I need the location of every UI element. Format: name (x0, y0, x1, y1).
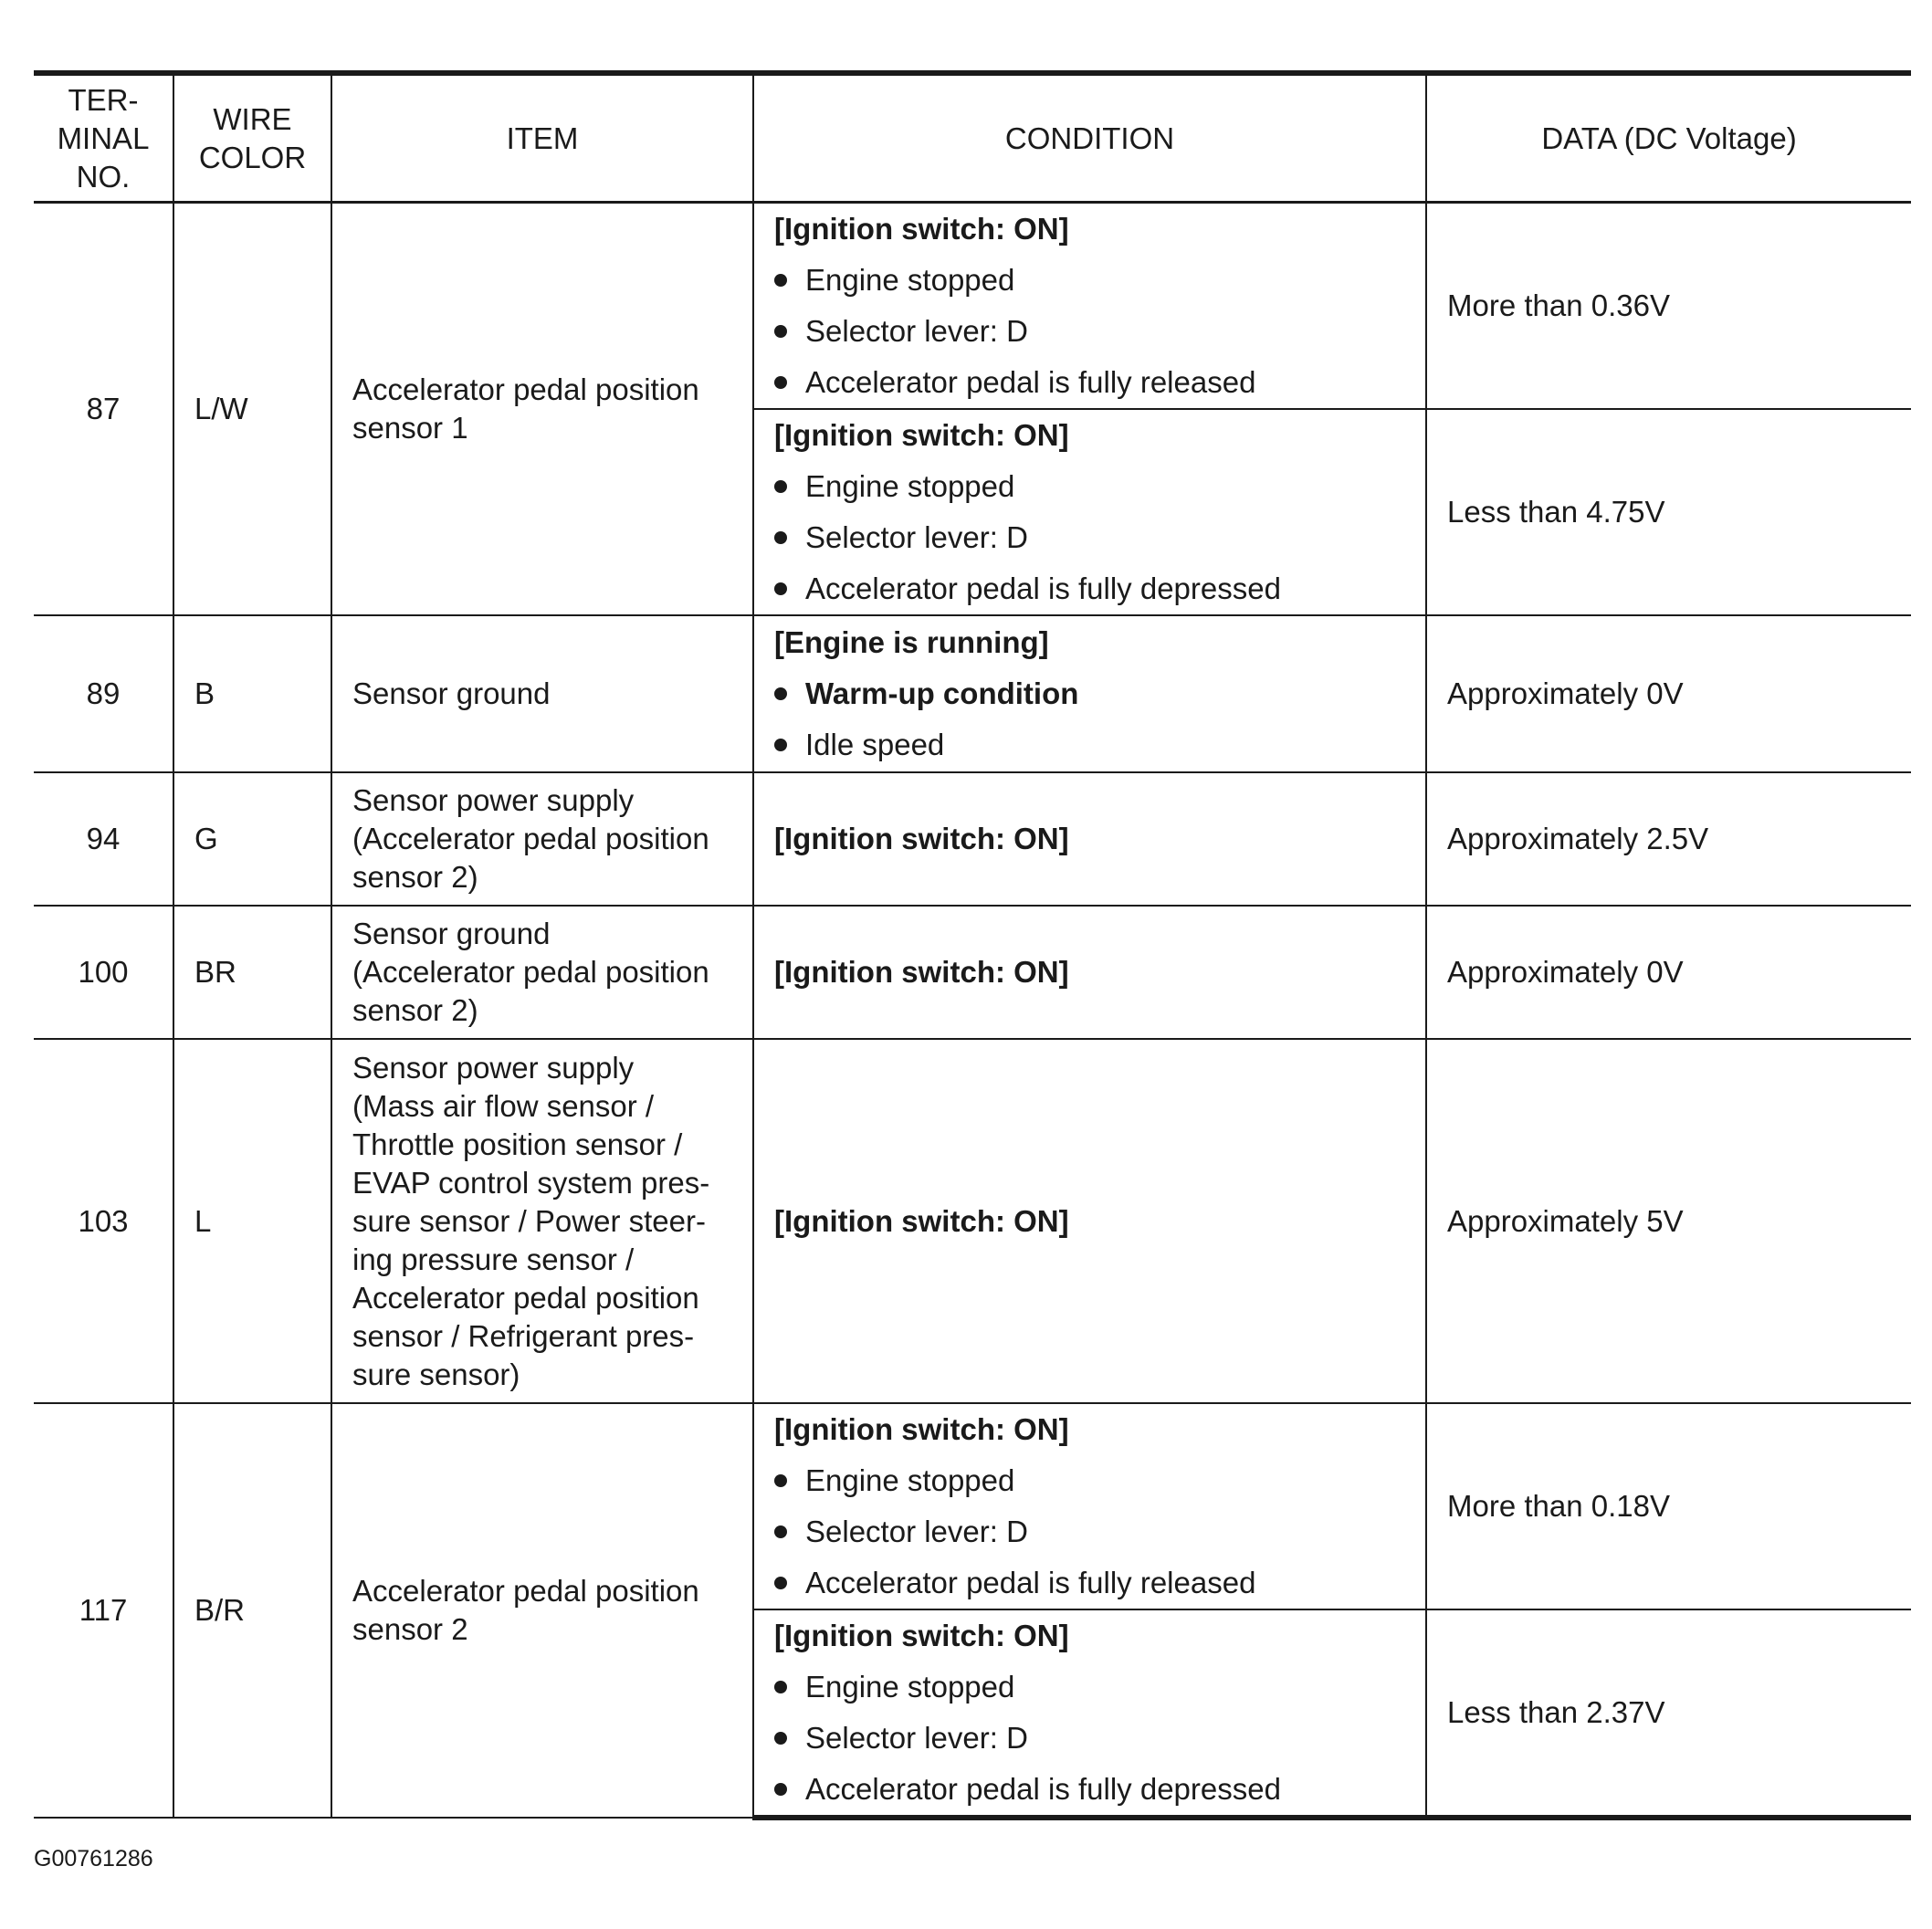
condition-bullet-item (774, 306, 1416, 357)
bullet-icon (774, 1783, 787, 1796)
condition-bullet-item (774, 1557, 1416, 1609)
condition-bullet-text: Accelerator pedal is fully released (805, 1566, 1256, 1599)
condition-bullet-item (774, 255, 1416, 306)
condition-heading: [Ignition switch: ON] (774, 212, 1069, 246)
item-line: sensor 2) (352, 993, 478, 1027)
data-voltage: Less than 4.75V (1426, 409, 1911, 615)
bullet-icon (774, 274, 787, 287)
condition-bullet-text: Engine stopped (805, 1463, 1015, 1497)
condition-bullet-text: Warm-up condition (805, 676, 1079, 710)
item-line: (Accelerator pedal position (352, 955, 709, 989)
data-voltage: Approximately 5V (1426, 1039, 1911, 1403)
condition-heading: [Ignition switch: ON] (774, 955, 1069, 989)
item-line: Sensor power supply (352, 1050, 635, 1085)
item-description (331, 1403, 753, 1818)
bullet-icon (774, 325, 787, 338)
wire-color: L/W (173, 203, 331, 616)
condition-bullet-item (774, 512, 1416, 563)
item-description (331, 906, 753, 1039)
item-line: Sensor power supply (352, 783, 635, 817)
data-voltage: More than 0.18V (1426, 1403, 1911, 1609)
condition-bullet-text: Engine stopped (805, 1670, 1015, 1704)
condition-bullet-text: Accelerator pedal is fully depressed (805, 571, 1281, 605)
terminal-number: 87 (34, 203, 173, 616)
terminal-number: 94 (34, 772, 173, 906)
header-item: ITEM (331, 73, 753, 203)
condition-heading: [Ignition switch: ON] (774, 1203, 1069, 1238)
item-line: Accelerator pedal position (352, 1574, 699, 1608)
item-line: sure sensor) (352, 1357, 520, 1391)
condition-heading: [Ignition switch: ON] (774, 1412, 1069, 1446)
table-row (34, 615, 1911, 772)
terminal-number: 103 (34, 1039, 173, 1403)
wire-color: BR (173, 906, 331, 1039)
wire-color: B/R (173, 1403, 331, 1818)
condition-bullet-item (774, 1455, 1416, 1506)
data-voltage: Less than 2.37V (1426, 1609, 1911, 1818)
wire-color: L (173, 1039, 331, 1403)
data-voltage: More than 0.36V (1426, 203, 1911, 410)
bullet-icon (774, 480, 787, 493)
condition-bullet-text: Selector lever: D (805, 520, 1028, 554)
terminal-number: 89 (34, 615, 173, 772)
bullet-icon (774, 1732, 787, 1745)
terminal-data-table-wrapper (34, 70, 1911, 1820)
condition-bullet-text: Idle speed (805, 728, 945, 761)
item-line: (Mass air flow sensor / (352, 1088, 655, 1123)
condition-heading: [Ignition switch: ON] (774, 418, 1069, 452)
item-line: Accelerator pedal position (352, 1280, 699, 1315)
header-terminal-no: TER- MINAL NO. (34, 73, 173, 203)
condition-heading: [Ignition switch: ON] (774, 1619, 1069, 1652)
wire-color: G (173, 772, 331, 906)
condition-cell (753, 772, 1426, 906)
condition-cell (753, 1039, 1426, 1403)
table-row (34, 1403, 1911, 1609)
condition-bullet-item (774, 1713, 1416, 1764)
item-description (331, 203, 753, 616)
terminal-number: 117 (34, 1403, 173, 1818)
bullet-icon (774, 739, 787, 751)
item-description (331, 772, 753, 906)
item-line: sensor 2 (352, 1612, 468, 1646)
condition-bullet-item (774, 563, 1416, 614)
terminal-data-table (34, 70, 1911, 1820)
data-voltage: Approximately 0V (1426, 906, 1911, 1039)
condition-cell (753, 203, 1426, 410)
condition-bullet-item (774, 668, 1416, 719)
item-line: ing pressure sensor / (352, 1242, 635, 1276)
table-row (34, 203, 1911, 410)
condition-bullet-text: Accelerator pedal is fully released (805, 365, 1256, 399)
condition-bullet-item (774, 1764, 1416, 1815)
condition-bullet-text: Engine stopped (805, 263, 1015, 297)
bullet-icon (774, 376, 787, 389)
item-line: sure sensor / Power steer- (352, 1203, 706, 1238)
wire-color: B (173, 615, 331, 772)
header-data: DATA (DC Voltage) (1426, 73, 1911, 203)
item-line: Throttle position sensor / (352, 1127, 683, 1161)
condition-bullet-text: Selector lever: D (805, 314, 1028, 348)
item-line: sensor / Refrigerant pres- (352, 1318, 695, 1353)
bullet-icon (774, 687, 787, 700)
header-row (34, 73, 1911, 203)
condition-cell (753, 1403, 1426, 1609)
condition-cell (753, 906, 1426, 1039)
condition-bullet-text: Selector lever: D (805, 1721, 1028, 1755)
condition-bullet-item (774, 1662, 1416, 1713)
header-wire-color: WIRE COLOR (173, 73, 331, 203)
condition-cell (753, 615, 1426, 772)
bullet-icon (774, 1474, 787, 1487)
bullet-icon (774, 1681, 787, 1693)
condition-bullet-text: Engine stopped (805, 469, 1015, 503)
condition-heading: [Engine is running] (774, 625, 1049, 659)
header-condition: CONDITION (753, 73, 1426, 203)
item-description (331, 1039, 753, 1403)
data-voltage: Approximately 2.5V (1426, 772, 1911, 906)
condition-bullet-text: Selector lever: D (805, 1515, 1028, 1548)
item-line: Accelerator pedal position (352, 372, 699, 406)
item-description (331, 615, 753, 772)
table-row (34, 772, 1911, 906)
terminal-number: 100 (34, 906, 173, 1039)
item-line: sensor 2) (352, 860, 478, 894)
item-line: (Accelerator pedal position (352, 822, 709, 855)
document-id: G00761286 (34, 1846, 153, 1871)
condition-bullet-item (774, 461, 1416, 512)
bullet-icon (774, 1525, 787, 1538)
item-line: sensor 1 (352, 411, 468, 445)
item-line: Sensor ground (352, 676, 551, 710)
bullet-icon (774, 531, 787, 544)
condition-bullet-item (774, 1506, 1416, 1557)
bullet-icon (774, 582, 787, 595)
item-line: EVAP control system pres- (352, 1165, 710, 1200)
data-voltage: Approximately 0V (1426, 615, 1911, 772)
condition-cell (753, 409, 1426, 615)
table-row (34, 906, 1911, 1039)
item-line: Sensor ground (352, 917, 551, 950)
bullet-icon (774, 1577, 787, 1589)
table-body (34, 203, 1911, 1819)
condition-bullet-item (774, 719, 1416, 771)
condition-cell (753, 1609, 1426, 1818)
condition-bullet-text: Accelerator pedal is fully depressed (805, 1772, 1281, 1806)
condition-heading: [Ignition switch: ON] (774, 822, 1069, 855)
condition-bullet-item (774, 357, 1416, 408)
table-row (34, 1039, 1911, 1403)
